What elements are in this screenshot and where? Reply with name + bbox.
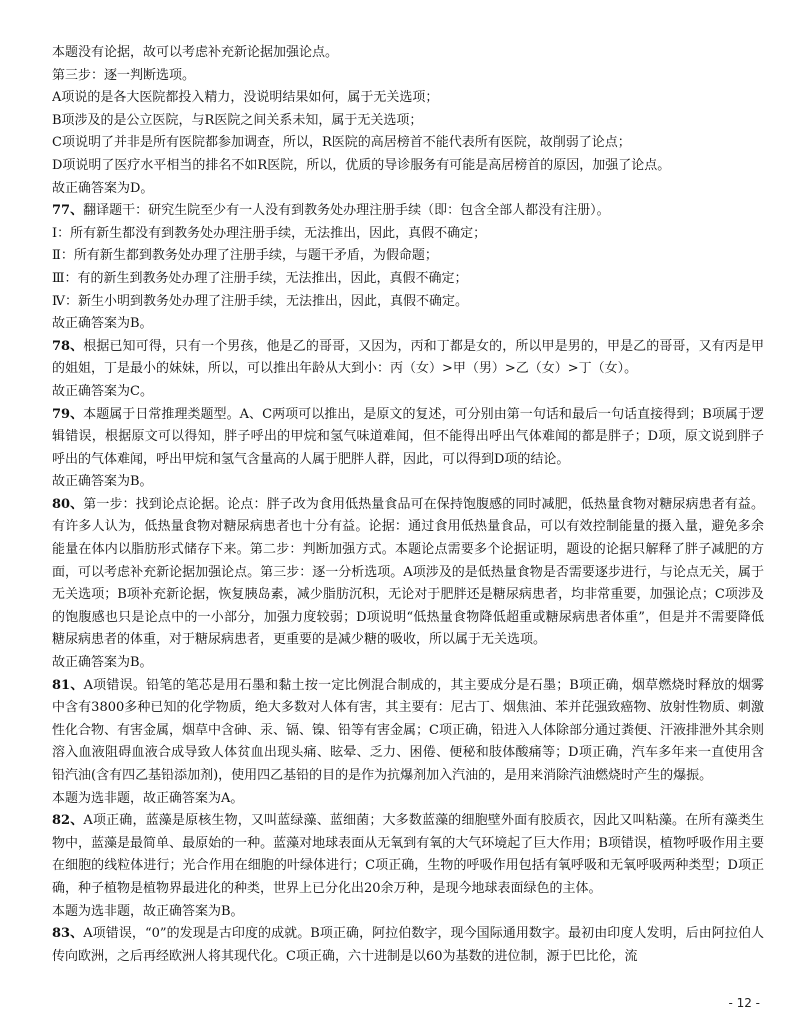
question-number: 79、	[52, 406, 84, 422]
answer-line: 本题为选非题，故正确答案为A。	[52, 790, 244, 806]
document-page	[52, 42, 764, 968]
question-83	[52, 923, 764, 968]
text-line: Ⅲ：有的新生到教务处办理了注册手续，无法推出，因此，真假不确定；	[52, 270, 468, 286]
question-number: 78、	[52, 338, 84, 354]
question-text: 翻译题干：研究生院至少有一人没有到教务处办理注册手续（即：包含全部人都没有注册）。	[83, 203, 610, 219]
answer-line: 故正确答案为B。	[52, 474, 153, 490]
answer-line: 故正确答案为B。	[52, 316, 153, 332]
text-line: Ⅳ：新生小明到教务处办理了注册手续，无法推出，因此，真假不确定。	[52, 293, 468, 309]
question-number: 77、	[52, 203, 84, 219]
question-80	[52, 494, 764, 675]
answer-line: 故正确答案为D。	[52, 180, 154, 196]
answer-line: 故正确答案为B。	[52, 655, 153, 671]
page-number: - 12 -	[728, 996, 760, 1010]
text-line: Ⅱ：所有新生都到教务处办理了注册手续，与题干矛盾，为假命题；	[52, 248, 438, 264]
text-line: B项涉及的是公立医院，与R医院之间关系未知，属于无关选项；	[52, 112, 423, 128]
question-number: 83、	[52, 926, 84, 942]
question-text: A项错误，“0”的发现是古印度的成就。B项正确，阿拉伯数字，现今国际通用数字。最初由印度人发明，后由阿拉伯人传向欧洲，之后再经欧洲人将其现代化。C项正确，六十进制是以60为基数的进位制，源于巴比伦，流	[52, 926, 765, 964]
question-text: 第一步：找到论点论据。论点：胖子改为食用低热量食品可在保持饱腹感的同时减肥，低热量食物对糖尿病患者有益。有许多人认为，低热量食物对糖尿病患者也十分有益。论据：通过食用低热量食品，可以有效控制能量的摄入量，避免多余能量在体内以脂肪形式储存下来。第二步：判断加强方式。本题论点需要多个论据证明，题设的论据只解释了胖子减肥的方面，可以考虑补充新论据加强论点。第三步：逐一分析选项。A项涉及的是低热量食物是否需要逐步进行，与论点无关，属于无关选项；B项补充新论据，恢复胰岛素，减少脂肪沉积，无论对于肥胖还是糖尿病患者，均非常重要，加强论点；C项涉及的饱腹感也只是论点中的一小部分，加强力度较弱；D项说明“低热量食物降低超重或糖尿病患者体重”，但是并不需要降低糖尿病患者的体重，对于糖尿病患者，更重要的是减少糖的吸收，所以属于无关选项。	[52, 496, 764, 648]
text-line: 本题没有论据，故可以考虑补充新论据加强论点。	[52, 45, 339, 60]
question-text: A项错误。铅笔的笔芯是用石墨和黏土按一定比例混合制成的，其主要成分是石墨；B项正确，烟草燃烧时释放的烟雾中含有3800多种已知的化学物质，绝大多数对人体有害，其主要有：尼古丁、烟焦油、苯并芘强致癌物、放射性物质、刺激性化合物、有害金属，烟草中含砷、汞、镉、镍、铅等有害金属；C项正确，铅进入人体除部分通过粪便、汗液排泄外其余则溶入血液阻碍血液合成导致人体贫血出现头痛、眩晕、乏力、困倦、便秘和肢体酸痛等；D项正确，汽车多年来一直使用含铅汽油(含有四乙基铅添加剂)，使用四乙基铅的目的是作为抗爆剂加入汽油的，是用来消除汽油燃烧时产生的爆振。	[52, 677, 764, 783]
question-number: 81、	[52, 677, 84, 693]
question-82	[52, 810, 764, 923]
text-line: 第三步：逐一判断选项。	[52, 67, 196, 83]
text-line: C项说明了并非是所有医院都参加调查，所以，R医院的高居榜首不能代表所有医院，故削弱了论点；	[52, 135, 631, 151]
question-number: 80、	[52, 496, 84, 512]
text-line: Ⅰ：所有新生都没有到教务处办理注册手续，无法推出，因此，真假不确定；	[52, 225, 487, 241]
text-line: D项说明了医疗水平相当的排名不如R医院，所以，优质的导诊服务有可能是高居榜首的原因，加强了论点。	[52, 157, 671, 173]
intro-section	[52, 42, 764, 200]
question-77	[52, 200, 764, 336]
question-number: 82、	[52, 813, 84, 829]
question-text: 本题属于日常推理类题型。A、C两项可以推出，是原文的复述，可分别由第一句话和最后一句话直接得到；B项属于逻辑错误，根据原文可以得知，胖子呼出的甲烷和氢气味道难闻，但不能得出呼出气体难闻的都是胖子；D项，原文说到胖子呼出的气体难闻，呼出甲烷和氢气含量高的人属于肥胖人群，因此，可以得到D项的结论。	[52, 406, 765, 467]
question-78	[52, 336, 764, 404]
question-81	[52, 675, 764, 811]
question-79	[52, 404, 764, 494]
answer-line: 故正确答案为C。	[52, 383, 153, 399]
question-text: A项正确，蓝藻是原核生物，又叫蓝绿藻、蓝细菌；大多数蓝藻的细胞壁外面有胶质衣，因此又叫粘藻。在所有藻类生物中，蓝藻是最简单、最原始的一种。蓝藻对地球表面从无氧到有氧的大气环境起了巨大作用；B项错误，植物呼吸作用主要在细胞的线粒体进行；光合作用在细胞的叶绿体进行；C项正确，生物的呼吸作用包括有氧呼吸和无氧呼吸两种类型；D项正确，种子植物是植物界最进化的种类，世界上已分化出20余万种，是现今地球表面绿色的主体。	[52, 813, 765, 896]
text-line: A项说的是各大医院都投入精力，没说明结果如何，属于无关选项；	[52, 90, 439, 106]
answer-line: 本题为选非题，故正确答案为B。	[52, 903, 244, 919]
question-text: 根据已知可得，只有一个男孩，他是乙的哥哥，又因为，丙和丁都是女的，所以甲是男的，甲是乙的哥哥，又有丙是甲的姐姐，丁是最小的妹妹，所以，可以推出年龄从大到小：丙（女）>甲（男）>乙（女）>丁（女）。	[52, 338, 764, 377]
